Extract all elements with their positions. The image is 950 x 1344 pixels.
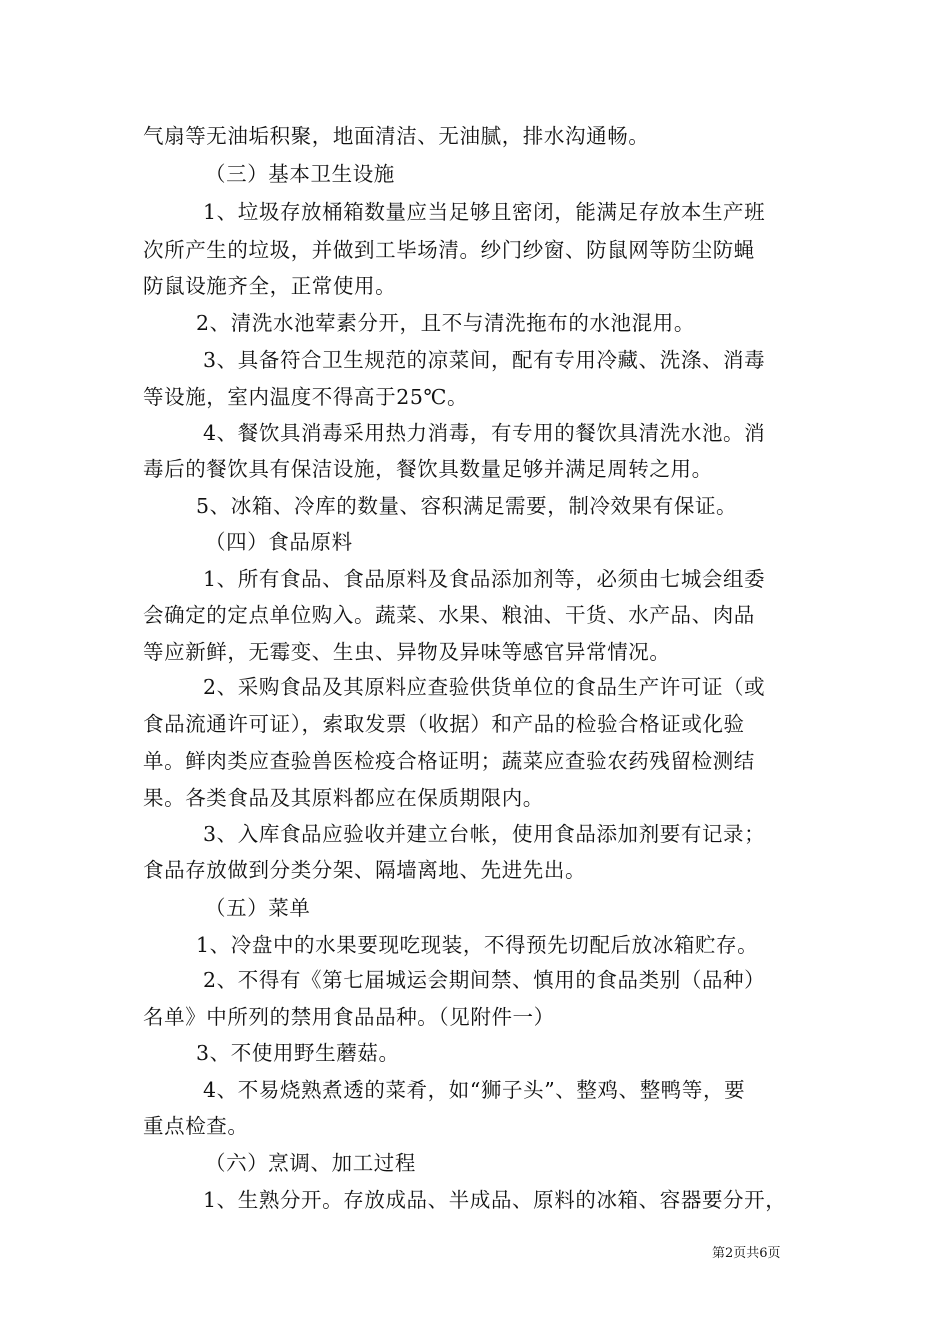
section-heading: （六）烹调、加工过程 (205, 1151, 416, 1175)
text-line: 2、采购食品及其原料应查验供货单位的食品生产许可证（或 (203, 675, 766, 699)
text-line: 5、冰箱、冷库的数量、容积满足需要，制冷效果有保证。 (196, 494, 738, 518)
text-line: 4、餐饮具消毒采用热力消毒，有专用的餐饮具清洗水池。消 (203, 421, 766, 445)
text-line: 4、不易烧熟煮透的菜肴，如“狮子头”、整鸡、整鸭等，要 (203, 1078, 746, 1102)
text-line: 气扇等无油垢积聚，地面清洁、无油腻，排水沟通畅。 (143, 124, 650, 148)
text-line: 1、冷盘中的水果要现吃现装，不得预先切配后放冰箱贮存。 (196, 933, 759, 957)
text-line: 会确定的定点单位购入。蔬菜、水果、粮油、干货、水产品、肉品 (143, 603, 755, 627)
text-line: 食品流通许可证），索取发票（收据）和产品的检验合格证或化验 (143, 712, 745, 736)
text-line: 食品存放做到分类分架、隔墙离地、先进先出。 (143, 858, 587, 882)
section-heading: （五）菜单 (205, 896, 311, 920)
text-line: 名单》中所列的禁用食品品种。（见附件一） (143, 1005, 555, 1029)
text-line: 毒后的餐饮具有保洁设施，餐饮具数量足够并满足周转之用。 (143, 457, 713, 481)
text-line: 等应新鲜，无霉变、生虫、异物及异味等感官异常情况。 (143, 640, 671, 664)
text-line: 1、生熟分开。存放成品、半成品、原料的冰箱、容器要分开， (203, 1188, 787, 1212)
text-line: 单。鲜肉类应查验兽医检疫合格证明；蔬菜应查验农药残留检测结 (143, 749, 755, 773)
section-heading: （四）食品原料 (205, 530, 353, 554)
text-line: 3、不使用野生蘑菇。 (196, 1041, 400, 1065)
text-line: 3、入库食品应验收并建立台帐，使用食品添加剂要有记录； (203, 822, 766, 846)
section-heading: （三）基本卫生设施 (205, 162, 395, 186)
text-line: 2、清洗水池荤素分开，且不与清洗拖布的水池混用。 (196, 311, 695, 335)
page-number: 第2页共6页 (712, 1246, 781, 1261)
text-line: 2、不得有《第七届城运会期间禁、慎用的食品类别（品种） (203, 968, 766, 992)
text-line: 果。各类食品及其原料都应在保质期限内。 (143, 786, 544, 810)
text-line: 防鼠设施齐全，正常使用。 (143, 274, 397, 298)
text-line: 次所产生的垃圾，并做到工毕场清。纱门纱窗、防鼠网等防尘防蝇 (143, 238, 755, 262)
text-line: 1、垃圾存放桶箱数量应当足够且密闭，能满足存放本生产班 (203, 200, 766, 224)
text-line: 等设施，室内温度不得高于25℃。 (143, 385, 469, 409)
text-line: 1、所有食品、食品原料及食品添加剂等，必须由七城会组委 (203, 567, 766, 591)
text-line: 重点检查。 (143, 1114, 249, 1138)
text-line: 3、具备符合卫生规范的凉菜间，配有专用冷藏、洗涤、消毒 (203, 348, 766, 372)
